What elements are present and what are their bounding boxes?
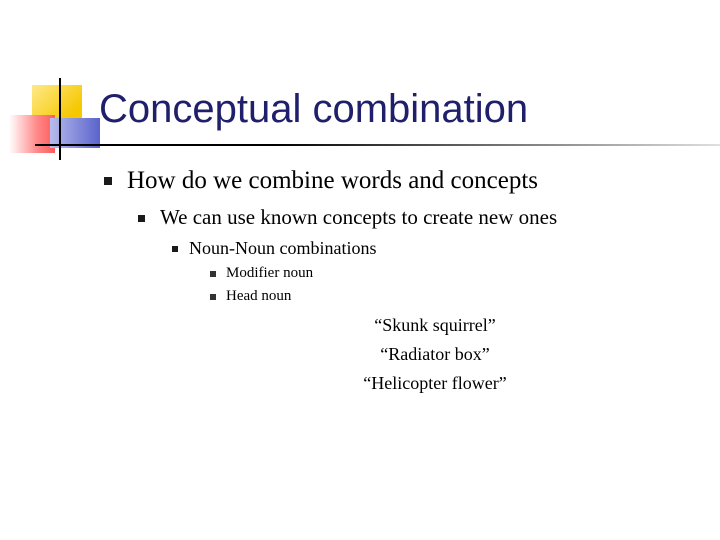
title-underline <box>35 144 720 146</box>
bullet-level-4-head: Head noun <box>226 288 292 304</box>
example-list <box>300 311 570 398</box>
example-item: “Radiator box” <box>380 344 490 364</box>
bullet-level-3: Noun-Noun combinations <box>189 238 377 258</box>
bullet-square-icon <box>138 215 145 222</box>
slide-title: Conceptual combination <box>99 87 529 131</box>
example-item: “Skunk squirrel” <box>374 315 496 335</box>
bullet-square-icon <box>104 177 112 185</box>
bullet-level-4-modifier: Modifier noun <box>226 265 314 281</box>
bullet-square-icon <box>210 294 216 300</box>
bullet-level-1: How do we combine words and concepts <box>127 167 539 194</box>
bullet-level-2: We can use known concepts to create new ones <box>160 205 558 229</box>
bullet-square-icon <box>210 271 216 277</box>
example-item: “Helicopter flower” <box>363 373 507 393</box>
bullet-square-icon <box>172 246 178 252</box>
decorative-red-bar <box>9 115 55 153</box>
decorative-vertical-line <box>59 78 61 160</box>
